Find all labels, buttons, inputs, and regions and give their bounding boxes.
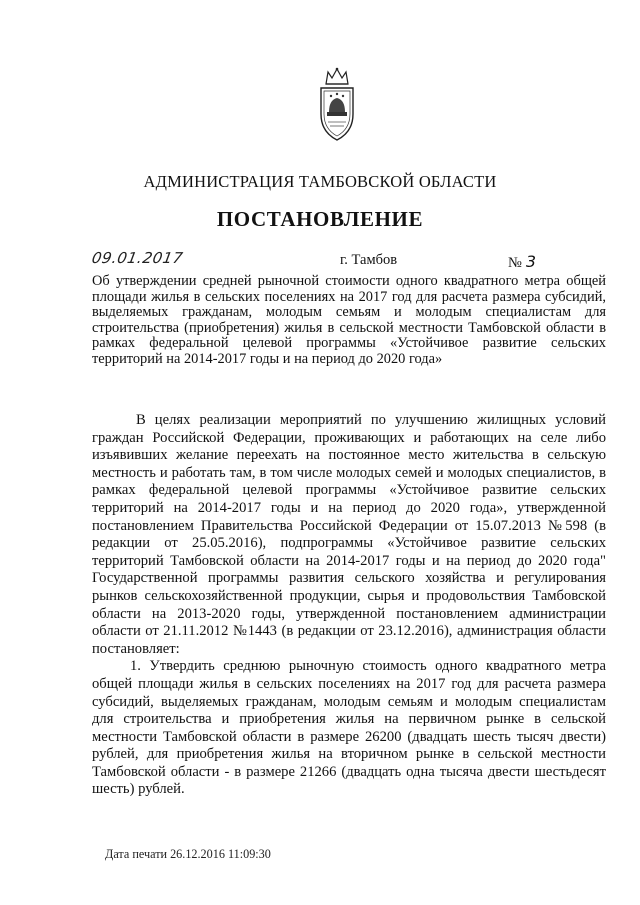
preamble-paragraph: В целях реализации мероприятий по улучшению жилищных условий граждан Российской Федерации, проживающих и работающих на селе либо изъявивших желание переехать на постоянное место жительства в сельскую местность и работать там, в том числе молодых семей и молодых специалистов, в рамках федеральной целевой программы «Устойчивое развитие сельских территорий на 2014-2017 годы и на период до 2020 года», утвержденной постановлением Правительства Российской Федерации от 15.07.2013 №598 (в редакции от 25.05.2016), подпрограммы «Устойчивое развитие сельских территорий Тамбовской области на 2014-2017 годы и на период до 2020 года" Государственной программы развития сельского хозяйства и регулирования рынков сельскохозяйственной продукции, сырья и продовольствия Тамбовской области на 2013-2020 годы, утвержденной постановлением администрации области от 21.11.2012 №1443 (в редакции от 23.12.2016), администрация области постановляет: <box>92 412 606 657</box>
item-1-lead: 1. Утвердить среднюю рыночную стоимость одного квадратного метра <box>130 658 606 675</box>
document-number-label: № <box>508 255 522 271</box>
document-city: г. Тамбов <box>340 252 398 268</box>
tambov-coat-of-arms-icon <box>316 66 358 148</box>
item-1-text: общей площади жилья в сельских поселениях на 2017 год для расчета размера субсидий, выделяемых гражданам, молодым семьям и молодым специалистам для строительства и приобретения жилья на первичном рынке в сельской местности Тамбовской области в размере 26200 (двадцать шесть тысяч двести) рублей, для приобретения жилья на вторичном рынке в сельской местности Тамбовской области - в размере 21266 (двадцать одна тысяча двести шестьдесят шесть) рублей. <box>92 675 606 798</box>
document-subject: Об утверждении средней рыночной стоимости одного квадратного метра общей площади жилья в сельских поселениях на 2017 год для расчета размера субсидий, выделяемых гражданам, молодым семьям и молодым специалистам для строительства (приобретения) жилья в сельской местности Тамбовской области в рамках федеральной целевой программы «Устойчивое развитие сельских территорий на 2014-2017 годы и на период до 2020 года» <box>92 273 606 367</box>
document-type-title: ПОСТАНОВЛЕНИЕ <box>216 207 424 231</box>
document-body <box>92 412 606 799</box>
document-date: 09.01.2017 <box>90 249 185 267</box>
print-date: Дата печати 26.12.2016 11:09:30 <box>105 847 271 861</box>
document-number-value: 3 <box>525 252 537 271</box>
organization-name: АДМИНИСТРАЦИЯ ТАМБОВСКОЙ ОБЛАСТИ <box>143 172 497 191</box>
document-number <box>508 252 536 272</box>
resolution-item-1 <box>92 658 606 799</box>
